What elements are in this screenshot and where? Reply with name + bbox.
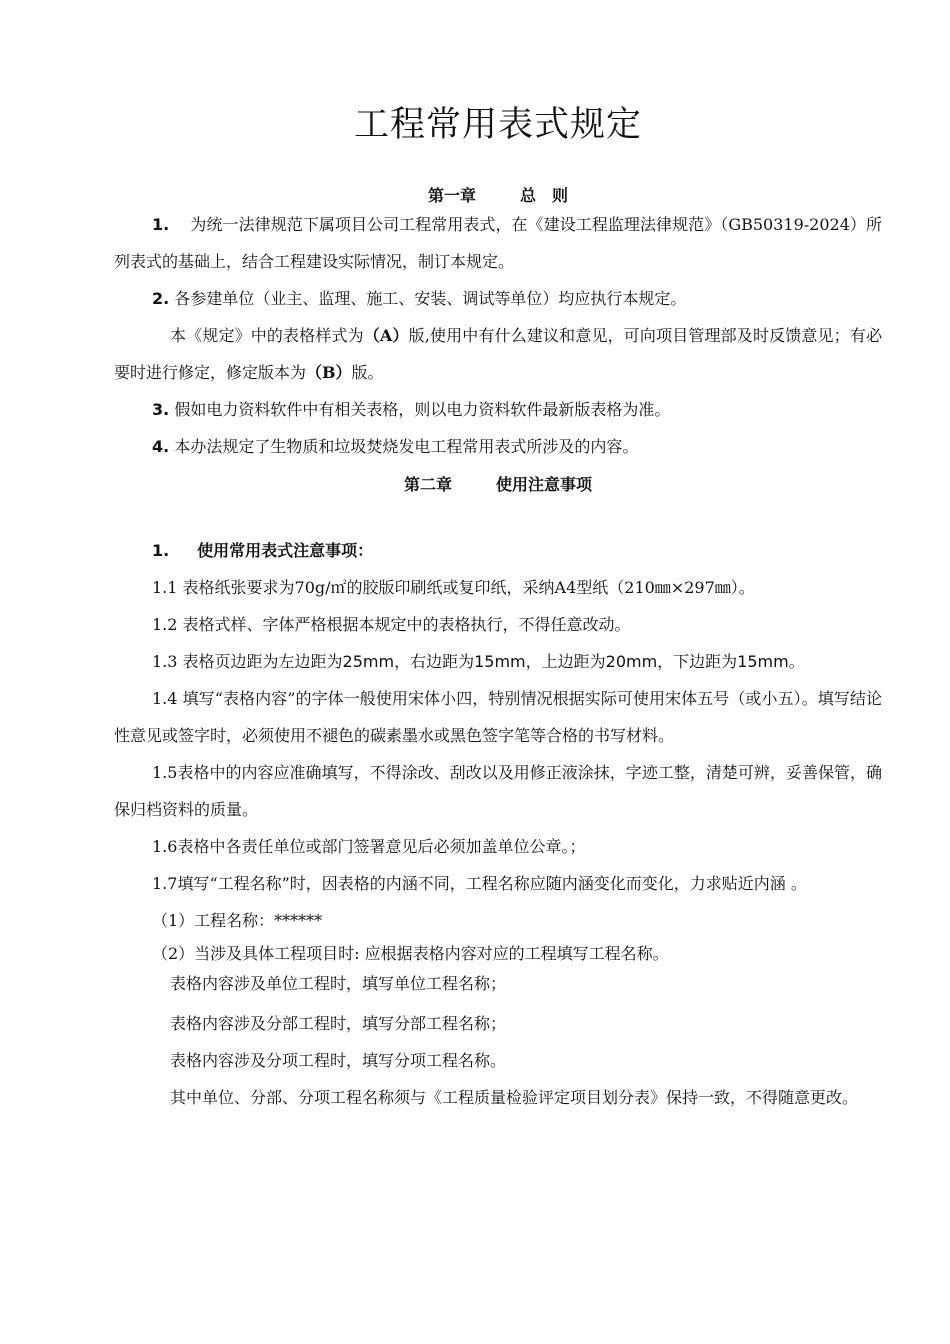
left-margin-value: 25mm bbox=[342, 652, 395, 671]
final-note: 其中单位、分部、分项工程名称须与《工程质量检验评定项目划分表》保持一致，不得随意更改。 bbox=[170, 1088, 859, 1107]
rule-1-7: 1.7填写“工程名称”时，因表格的内涵不同，工程名称应随内涵变化而变化，力求贴近内涵 。 bbox=[152, 874, 807, 893]
note-text: 版。 bbox=[351, 363, 384, 382]
ch1-note bbox=[114, 317, 882, 391]
item-text: 假如电力资料软件中有相关表格，则以电力资料软件最新版表格为准。 bbox=[174, 400, 671, 419]
item-number: 1. bbox=[152, 215, 170, 234]
bottom-margin-value: 15mm bbox=[737, 652, 789, 671]
version-a: （A） bbox=[363, 326, 409, 345]
rule-text: ，下边距为 bbox=[657, 652, 738, 671]
sub-rule-2a: 表格内容涉及单位工程时，填写单位工程名称； bbox=[170, 974, 507, 993]
note-text: 版,使用中有什么建议和意见，可向项目管理部及时反馈意见；有必要时进行修定，修定版本为 bbox=[114, 326, 882, 382]
top-margin-value: 20mm bbox=[605, 652, 658, 671]
version-b: （B） bbox=[306, 363, 352, 382]
ch1-item-2 bbox=[114, 280, 882, 317]
rule-1-1: 1.1 表格纸张要求为70g/㎡的胶版印刷纸或复印纸，采纳A4型纸（210㎜×297㎜）。 bbox=[152, 578, 755, 597]
chapter-2-name: 使用注意事项 bbox=[496, 475, 593, 494]
rule-text: ，右边距为 bbox=[394, 652, 475, 671]
sub-rule-2b: 表格内容涉及分部工程时，填写分部工程名称； bbox=[170, 1014, 507, 1033]
sub-rule-1: （1）工程名称：****** bbox=[152, 911, 323, 930]
ch1-item-1 bbox=[114, 206, 882, 280]
rule-text: ，上边距为 bbox=[525, 652, 606, 671]
ch1-item-4 bbox=[114, 428, 882, 465]
item-number: 3. bbox=[152, 400, 170, 419]
section-number: 1. bbox=[152, 541, 170, 560]
chapter-2-heading bbox=[114, 475, 882, 495]
chapter-1-heading bbox=[114, 186, 882, 206]
item-text: 各参建单位（业主、监理、施工、安装、调试等单位）均应执行本规定。 bbox=[174, 289, 687, 308]
chapter-2-label: 第二章 bbox=[403, 475, 452, 494]
right-margin-value: 15mm bbox=[474, 652, 526, 671]
sub-rule-2c: 表格内容涉及分项工程时，填写分项工程名称。 bbox=[170, 1051, 507, 1070]
document-title: 工程常用表式规定 bbox=[353, 105, 642, 145]
ch1-item-3 bbox=[114, 391, 882, 428]
sub-rule-2: （2）当涉及具体工程项目时: 应根据表格内容对应的工程填写工程名称。 bbox=[152, 944, 669, 963]
ch2-section-heading bbox=[114, 532, 882, 569]
rule-text: 。 bbox=[788, 652, 805, 671]
chapter-1-name: 总 则 bbox=[520, 186, 569, 205]
rule-1-4: 1.4 填写“表格内容”的字体一般使用宋体小四，特别情况根据实际可使用宋体五号（或小五）。填写结论性意见或签字时，必须使用不褪色的碳素墨水或黑色签字笔等合格的书写材料。 bbox=[114, 689, 882, 745]
note-text: 本《规定》中的表格样式为 bbox=[170, 326, 364, 345]
chapter-1-label: 第一章 bbox=[427, 186, 476, 205]
item-number: 2. bbox=[152, 289, 170, 308]
section-title: 使用常用表式注意事项： bbox=[197, 541, 374, 560]
rule-1-2: 1.2 表格式样、字体严格根据本规定中的表格执行，不得任意改动。 bbox=[152, 615, 631, 634]
rule-1-5: 1.5表格中的内容应准确填写，不得涂改、刮改以及用修正液涂抹，字迹工整，清楚可辨，妥善保管，确保归档资料的质量。 bbox=[114, 763, 882, 819]
item-text: 为统一法律规范下属项目公司工程常用表式，在《建设工程监理法律规范》（GB50319-2024）所列表式的基础上，结合工程建设实际情况，制订本规定。 bbox=[114, 215, 882, 271]
item-text: 本办法规定了生物质和垃圾焚烧发电工程常用表式所涉及的内容。 bbox=[174, 437, 639, 456]
rule-1-6: 1.6表格中各责任单位或部门签署意见后必须加盖单位公章。； bbox=[152, 837, 586, 856]
item-number: 4. bbox=[152, 437, 170, 456]
rule-1-3 bbox=[114, 643, 882, 680]
rule-text: 1.3 表格页边距为左边距为 bbox=[152, 652, 343, 671]
